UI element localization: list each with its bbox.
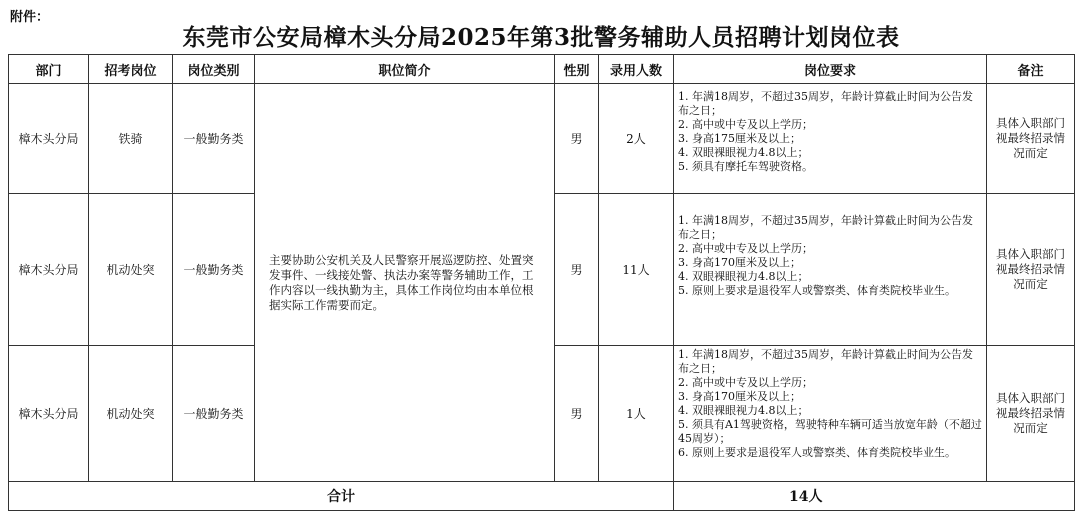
cell-category: 一般勤务类: [173, 84, 255, 194]
requirement-item: 3. 身高170厘米及以上；: [678, 390, 801, 403]
cell-count: 2人: [599, 84, 674, 194]
cell-post: 机动处突: [89, 346, 173, 482]
cell-post: 铁骑: [89, 84, 173, 194]
cell-requirements: [674, 194, 987, 346]
header-gender: 性别: [555, 55, 599, 84]
cell-note: 具体入职部门视最终招录情况而定: [987, 84, 1075, 194]
total-label: 合计: [9, 482, 674, 511]
requirement-item: 1. 年满18周岁，不超过35周岁，年龄计算截止时间为公告发布之日；: [678, 90, 973, 117]
cell-category: 一般勤务类: [173, 194, 255, 346]
header-note: 备注: [987, 55, 1075, 84]
cell-dept: 樟木头分局: [9, 346, 89, 482]
cell-dept: 樟木头分局: [9, 84, 89, 194]
total-row: [9, 482, 1075, 511]
cell-description: 主要协助公安机关及人民警察开展巡逻防控、处置突发事件、一线接处警、执法办案等警务辅助工作，工作内容以一线执勤为主，具体工作岗位均由本单位根据实际工作需要而定。: [255, 84, 555, 482]
header-description: 职位简介: [255, 55, 555, 84]
requirement-item: 1. 年满18周岁，不超过35周岁，年龄计算截止时间为公告发布之日；: [678, 214, 973, 241]
cell-note: 具体入职部门视最终招录情况而定: [987, 194, 1075, 346]
table-row: [9, 84, 1075, 194]
requirement-item: 5. 须具有摩托车驾驶资格。: [678, 160, 813, 173]
requirement-item: 5. 原则上要求是退役军人或警察类、体育类院校毕业生。: [678, 284, 956, 297]
requirement-item: 1. 年满18周岁，不超过35周岁，年龄计算截止时间为公告发布之日；: [678, 348, 973, 375]
header-row: [9, 55, 1075, 84]
cell-gender: 男: [555, 194, 599, 346]
cell-dept: 樟木头分局: [9, 194, 89, 346]
cell-gender: 男: [555, 84, 599, 194]
requirement-item: 4. 双眼裸眼视力4.8以上；: [678, 404, 809, 417]
header-count: 录用人数: [599, 55, 674, 84]
cell-requirements: [674, 84, 987, 194]
cell-count: 11人: [599, 194, 674, 346]
requirement-item: 4. 双眼裸眼视力4.8以上；: [678, 270, 809, 283]
requirement-item: 2. 高中或中专及以上学历；: [678, 118, 813, 131]
cell-requirements: [674, 346, 987, 482]
requirement-item: 3. 身高175厘米及以上；: [678, 132, 801, 145]
requirement-item: 4. 双眼裸眼视力4.8以上；: [678, 146, 809, 159]
header-dept: 部门: [9, 55, 89, 84]
cell-count: 1人: [599, 346, 674, 482]
requirement-item: 2. 高中或中专及以上学历；: [678, 376, 813, 389]
recruitment-table: [8, 54, 1075, 511]
requirement-item: 5. 须具有A1驾驶资格，驾驶特种车辆可适当放宽年龄（不超过45周岁）；: [678, 418, 982, 445]
attachment-label: 附件：: [10, 10, 50, 25]
requirement-item: 2. 高中或中专及以上学历；: [678, 242, 813, 255]
page-title: 东莞市公安局樟木头分局2025年第3批警务辅助人员招聘计划岗位表: [182, 24, 900, 51]
cell-gender: 男: [555, 346, 599, 482]
cell-category: 一般勤务类: [173, 346, 255, 482]
requirement-item: 3. 身高170厘米及以上；: [678, 256, 801, 269]
requirement-item: 6. 原则上要求是退役军人或警察类、体育类院校毕业生。: [678, 446, 956, 459]
cell-note: 具体入职部门视最终招录情况而定: [987, 346, 1075, 482]
cell-post: 机动处突: [89, 194, 173, 346]
header-requirements: 岗位要求: [674, 55, 987, 84]
header-category: 岗位类别: [173, 55, 255, 84]
header-post: 招考岗位: [89, 55, 173, 84]
total-value: 14人: [674, 482, 1075, 511]
